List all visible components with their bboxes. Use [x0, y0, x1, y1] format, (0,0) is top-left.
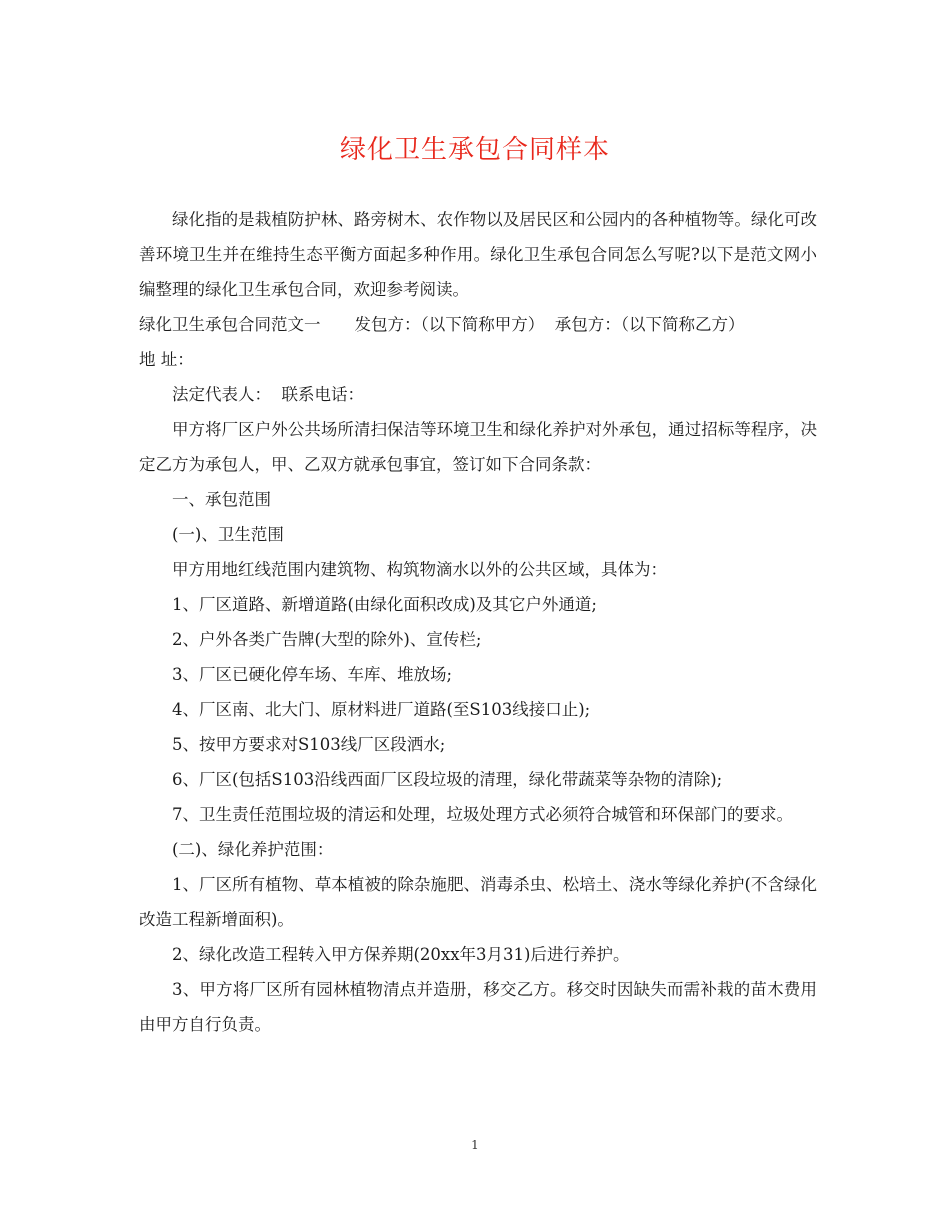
- list-item: 3、甲方将厂区所有园林植物清点并造册，移交乙方。移交时因缺失而需补栽的苗木费用由甲方自行负责。: [139, 980, 817, 1034]
- section-heading: 一、承包范围: [172, 490, 271, 509]
- list-item: 6、厂区(包括S103沿线西面厂区段垃圾的清理，绿化带蔬菜等杂物的清除);: [172, 770, 723, 789]
- document-body: [139, 202, 817, 1042]
- subsection-heading: (二)、绿化养护范围：: [172, 840, 334, 859]
- list-item: 4、厂区南、北大门、原材料进厂道路(至S103线接口止);: [172, 700, 591, 719]
- sample-line: [139, 307, 817, 342]
- list-item: 7、卫生责任范围垃圾的清运和处理，垃圾处理方式必须符合城管和环保部门的要求。: [172, 805, 793, 824]
- sample-heading: 绿化卫生承包合同范文一: [139, 315, 321, 334]
- list-item: 1、厂区道路、新增道路(由绿化面积改成)及其它户外通道;: [172, 595, 597, 614]
- representative-line: 法定代表人： 联系电话：: [172, 385, 364, 404]
- preamble-paragraph: 甲方将厂区户外公共场所清扫保洁等环境卫生和绿化养护对外承包，通过招标等程序，决定乙方为承包人，甲、乙双方就承包事宜，签订如下合同条款：: [139, 420, 817, 474]
- list-item: 2、绿化改造工程转入甲方保养期(20xx年3月31)后进行养护。: [172, 945, 630, 964]
- page-number: 1: [471, 1138, 479, 1152]
- subsection-heading: (一)、卫生范围: [172, 525, 284, 544]
- intro-paragraph: 绿化指的是栽植防护林、路旁树木、农作物以及居民区和公园内的各种植物等。绿化可改善环境卫生并在维持生态平衡方面起多种作用。绿化卫生承包合同怎么写呢?以下是范文网小编整理的绿化卫生承包合同，欢迎参考阅读。: [139, 210, 817, 299]
- parties-text: 发包方：（以下简称甲方） 承包方：（以下简称乙方）: [354, 315, 745, 334]
- list-item: 3、厂区已硬化停车场、车库、堆放场;: [172, 665, 453, 684]
- address-label: 地 址：: [139, 350, 194, 369]
- list-item: 1、厂区所有植物、草本植被的除杂施肥、消毒杀虫、松培土、浇水等绿化养护(不含绿化改造工程新增面积)。: [139, 875, 817, 929]
- list-item: 5、按甲方要求对S103线厂区段洒水;: [172, 735, 446, 754]
- subsection-description: 甲方用地红线范围内建筑物、构筑物滴水以外的公共区域，具体为：: [172, 560, 667, 579]
- document-title: 绿化卫生承包合同样本: [339, 135, 610, 165]
- list-item: 2、户外各类广告牌(大型的除外)、宣传栏;: [172, 630, 482, 649]
